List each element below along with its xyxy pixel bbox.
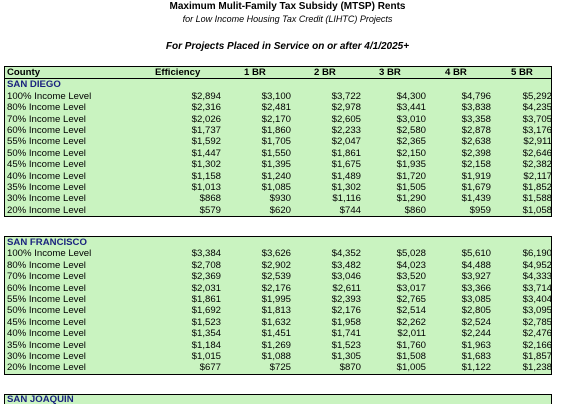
rent-cell: $1,523 — [191, 316, 221, 328]
rent-cell: $2,894 — [191, 90, 221, 102]
rent-cell: $3,384 — [191, 248, 221, 260]
rent-cell: $5,028 — [396, 248, 426, 260]
rent-cell: $1,238 — [522, 362, 552, 374]
income-level-label: 45% Income Level — [7, 159, 86, 171]
rent-cell: $2,047 — [331, 136, 361, 148]
rent-cell: $1,088 — [261, 350, 291, 362]
rent-cell: $2,514 — [396, 305, 426, 317]
table-row — [5, 248, 551, 259]
rent-cell: $1,861 — [331, 147, 361, 159]
rent-cell: $2,233 — [331, 124, 361, 136]
rent-cell: $3,404 — [522, 293, 552, 305]
rent-cell: $1,116 — [332, 193, 361, 205]
income-level-label: 55% Income Level — [7, 293, 86, 305]
rent-cell: $3,100 — [261, 90, 291, 102]
rent-cell: $1,852 — [522, 181, 552, 193]
county-name: SAN FRANCISCO — [7, 237, 87, 248]
rent-cell: $1,013 — [191, 181, 221, 193]
income-level-label: 40% Income Level — [7, 328, 86, 340]
rent-cell: $2,382 — [522, 159, 552, 171]
income-level-label: 35% Income Level — [7, 181, 86, 193]
rent-cell: $579 — [199, 204, 221, 216]
rent-cell: $2,481 — [261, 102, 291, 114]
rent-cell: $3,046 — [331, 271, 361, 283]
next-county-heading-partial — [4, 394, 552, 404]
rent-cell: $2,316 — [191, 102, 221, 114]
county-name-row — [5, 237, 551, 248]
rent-cell: $1,122 — [461, 362, 491, 374]
rent-cell: $4,796 — [461, 90, 491, 102]
rent-cell: $1,508 — [396, 350, 426, 362]
rent-cell: $2,365 — [396, 136, 426, 148]
rent-cell: $2,031 — [191, 282, 221, 294]
rent-cell: $1,505 — [396, 181, 426, 193]
rent-cell: $2,539 — [261, 271, 291, 283]
table-row — [5, 260, 551, 271]
rent-cell: $620 — [269, 204, 291, 216]
column-header-5br: 5 BR — [511, 67, 533, 78]
rent-cell: $2,262 — [396, 316, 426, 328]
rent-cell: $4,023 — [396, 259, 426, 271]
rent-cell: $1,958 — [331, 316, 361, 328]
rent-cell: $1,005 — [396, 362, 426, 374]
income-level-label: 20% Income Level — [7, 362, 86, 374]
rent-cell: $4,235 — [522, 102, 552, 114]
rent-cell: $3,358 — [461, 113, 491, 125]
rent-cell: $3,085 — [461, 293, 491, 305]
rent-cell: $2,646 — [522, 147, 552, 159]
income-level-label: 55% Income Level — [7, 136, 86, 148]
rent-cell: $3,017 — [396, 282, 426, 294]
column-header-county: County — [7, 67, 41, 78]
column-header-3br: 3 BR — [379, 67, 401, 78]
document-title: Maximum Mulit-Family Tax Subsidy (MTSP) Rents — [169, 1, 406, 12]
rent-cell: $1,813 — [261, 305, 291, 317]
rent-cell: $2,176 — [261, 282, 291, 294]
rent-cell: $868 — [199, 193, 221, 205]
rent-cell: $5,610 — [461, 248, 491, 260]
rent-cell: $2,476 — [522, 328, 552, 340]
income-level-label: 100% Income Level — [7, 248, 92, 260]
income-level-label: 35% Income Level — [7, 339, 86, 351]
rent-cell: $1,705 — [261, 136, 291, 148]
table-row — [5, 136, 551, 147]
rent-cell: $2,026 — [191, 113, 221, 125]
document-subtitle: for Low Income Housing Tax Credit (LIHTC) Projects — [182, 14, 393, 24]
county-name: SAN JOAQUIN — [7, 394, 74, 405]
table-row — [5, 362, 551, 373]
rent-cell: $3,520 — [396, 271, 426, 283]
table-row — [5, 317, 551, 328]
rent-cell: $1,305 — [331, 350, 361, 362]
rent-cell: $6,190 — [522, 248, 552, 260]
rent-cell: $1,692 — [191, 305, 221, 317]
rent-cell: $3,482 — [331, 259, 361, 271]
rent-cell: $5,292 — [522, 90, 552, 102]
rent-cell: $1,679 — [461, 181, 491, 193]
table-row — [5, 91, 551, 102]
rent-cell: $2,150 — [396, 147, 426, 159]
table-row — [5, 182, 551, 193]
rent-cell: $2,605 — [331, 113, 361, 125]
rent-cell: $1,523 — [331, 339, 361, 351]
rent-cell: $930 — [269, 193, 291, 205]
rent-table-san-diego — [4, 66, 552, 217]
income-level-label: 60% Income Level — [7, 124, 86, 136]
rent-cell: $1,720 — [396, 170, 426, 182]
rent-cell: $1,550 — [261, 147, 291, 159]
table-row — [5, 148, 551, 159]
income-level-label: 100% Income Level — [7, 90, 92, 102]
table-row — [5, 193, 551, 204]
table-row — [5, 328, 551, 339]
rent-cell: $860 — [404, 204, 426, 216]
rent-cell: $3,366 — [461, 282, 491, 294]
rent-cell: $4,300 — [396, 90, 426, 102]
rent-cell: $2,158 — [461, 159, 491, 171]
rent-cell: $2,878 — [461, 124, 491, 136]
table-row — [5, 114, 551, 125]
rent-cell: $1,302 — [331, 181, 361, 193]
rent-cell: $1,857 — [522, 350, 552, 362]
rent-cell: $2,393 — [331, 293, 361, 305]
income-level-label: 30% Income Level — [7, 350, 86, 362]
column-header-4br: 4 BR — [445, 67, 467, 78]
rent-cell: $2,524 — [461, 316, 491, 328]
table-row — [5, 205, 551, 216]
rent-cell: $2,611 — [332, 282, 361, 294]
rent-cell: $1,240 — [261, 170, 291, 182]
column-header-efficiency: Efficiency — [155, 67, 201, 78]
rent-cell: $2,369 — [191, 271, 221, 283]
county-name: SAN DIEGO — [7, 79, 61, 91]
rent-cell: $1,058 — [522, 204, 552, 216]
rent-table-san-francisco — [4, 236, 552, 375]
rent-cell: $1,995 — [261, 293, 291, 305]
placed-in-service-note: For Projects Placed in Service on or after 4/1/2025+ — [165, 41, 410, 52]
rent-cell: $677 — [199, 362, 221, 374]
rent-cell: $1,184 — [191, 339, 221, 351]
table-row — [5, 305, 551, 316]
rent-cell: $1,447 — [191, 147, 221, 159]
rent-cell: $1,632 — [261, 316, 291, 328]
rent-cell: $4,352 — [331, 248, 361, 260]
rent-cell: $1,451 — [261, 328, 291, 340]
rent-cell: $1,489 — [331, 170, 361, 182]
table-row — [5, 294, 551, 305]
rent-cell: $1,588 — [522, 193, 552, 205]
rent-cell: $2,638 — [461, 136, 491, 148]
rent-cell: $1,737 — [191, 124, 221, 136]
rent-cell: $3,095 — [522, 305, 552, 317]
rent-cell: $1,675 — [331, 159, 361, 171]
income-level-label: 40% Income Level — [7, 170, 86, 182]
rent-cell: $2,708 — [191, 259, 221, 271]
rent-cell: $2,911 — [523, 136, 552, 148]
table-row — [5, 125, 551, 136]
rent-cell: $1,935 — [396, 159, 426, 171]
income-level-label: 80% Income Level — [7, 259, 86, 271]
rent-cell: $3,010 — [396, 113, 426, 125]
rent-cell: $1,963 — [461, 339, 491, 351]
table-row — [5, 283, 551, 294]
rent-cell: $4,952 — [522, 259, 552, 271]
rent-cell: $2,176 — [331, 305, 361, 317]
rent-cell: $2,398 — [461, 147, 491, 159]
table-row — [5, 102, 551, 113]
rent-cell: $2,785 — [522, 316, 552, 328]
rent-cell: $1,290 — [396, 193, 426, 205]
rent-cell: $1,302 — [191, 159, 221, 171]
table-row — [5, 340, 551, 351]
rent-cell: $744 — [339, 204, 361, 216]
income-level-label: 20% Income Level — [7, 204, 86, 216]
rent-cell: $1,439 — [461, 193, 491, 205]
rent-cell: $1,395 — [261, 159, 291, 171]
rent-cell: $3,441 — [396, 102, 426, 114]
income-level-label: 45% Income Level — [7, 316, 86, 328]
rent-cell: $2,166 — [522, 339, 552, 351]
rent-cell: $2,978 — [331, 102, 361, 114]
rent-cell: $1,683 — [461, 350, 491, 362]
rent-cell: $1,592 — [191, 136, 221, 148]
income-level-label: 70% Income Level — [7, 271, 86, 283]
income-level-label: 70% Income Level — [7, 113, 86, 125]
table-row — [5, 171, 551, 182]
rent-cell: $3,705 — [522, 113, 552, 125]
county-name-row — [5, 79, 551, 90]
rent-cell: $1,741 — [331, 328, 361, 340]
rent-cell: $2,580 — [396, 124, 426, 136]
rent-cell: $2,117 — [523, 170, 552, 182]
rent-cell: $1,354 — [191, 328, 221, 340]
income-level-label: 50% Income Level — [7, 147, 86, 159]
rent-cell: $2,902 — [261, 259, 291, 271]
rent-cell: $1,269 — [261, 339, 291, 351]
rent-cell: $1,760 — [396, 339, 426, 351]
rent-cell: $2,011 — [397, 328, 426, 340]
rent-cell: $1,158 — [191, 170, 221, 182]
rent-cell: $959 — [469, 204, 491, 216]
table-row — [5, 351, 551, 362]
column-header-1br: 1 BR — [244, 67, 266, 78]
income-level-label: 80% Income Level — [7, 102, 86, 114]
rent-cell: $870 — [339, 362, 361, 374]
table-row — [5, 159, 551, 170]
rent-cell: $2,805 — [461, 305, 491, 317]
column-header-2br: 2 BR — [314, 67, 336, 78]
rent-cell: $3,838 — [461, 102, 491, 114]
rent-cell: $2,765 — [396, 293, 426, 305]
rent-cell: $1,861 — [191, 293, 221, 305]
income-level-label: 30% Income Level — [7, 193, 86, 205]
rent-cell: $3,176 — [522, 124, 552, 136]
rent-cell: $725 — [269, 362, 291, 374]
income-level-label: 60% Income Level — [7, 282, 86, 294]
income-level-label: 50% Income Level — [7, 305, 86, 317]
table-row — [5, 271, 551, 282]
rent-cell: $3,927 — [461, 271, 491, 283]
rent-cell: $4,488 — [461, 259, 491, 271]
rent-cell: $3,714 — [522, 282, 552, 294]
rent-cell: $1,085 — [261, 181, 291, 193]
rent-cell: $2,170 — [261, 113, 291, 125]
table-header-row — [5, 67, 551, 78]
rent-cell: $1,919 — [461, 170, 491, 182]
rent-cell: $1,015 — [191, 350, 221, 362]
rent-cell: $2,244 — [461, 328, 491, 340]
rent-cell: $1,860 — [261, 124, 291, 136]
rent-cell: $3,626 — [261, 248, 291, 260]
rent-cell: $4,333 — [522, 271, 552, 283]
rent-cell: $3,722 — [331, 90, 361, 102]
